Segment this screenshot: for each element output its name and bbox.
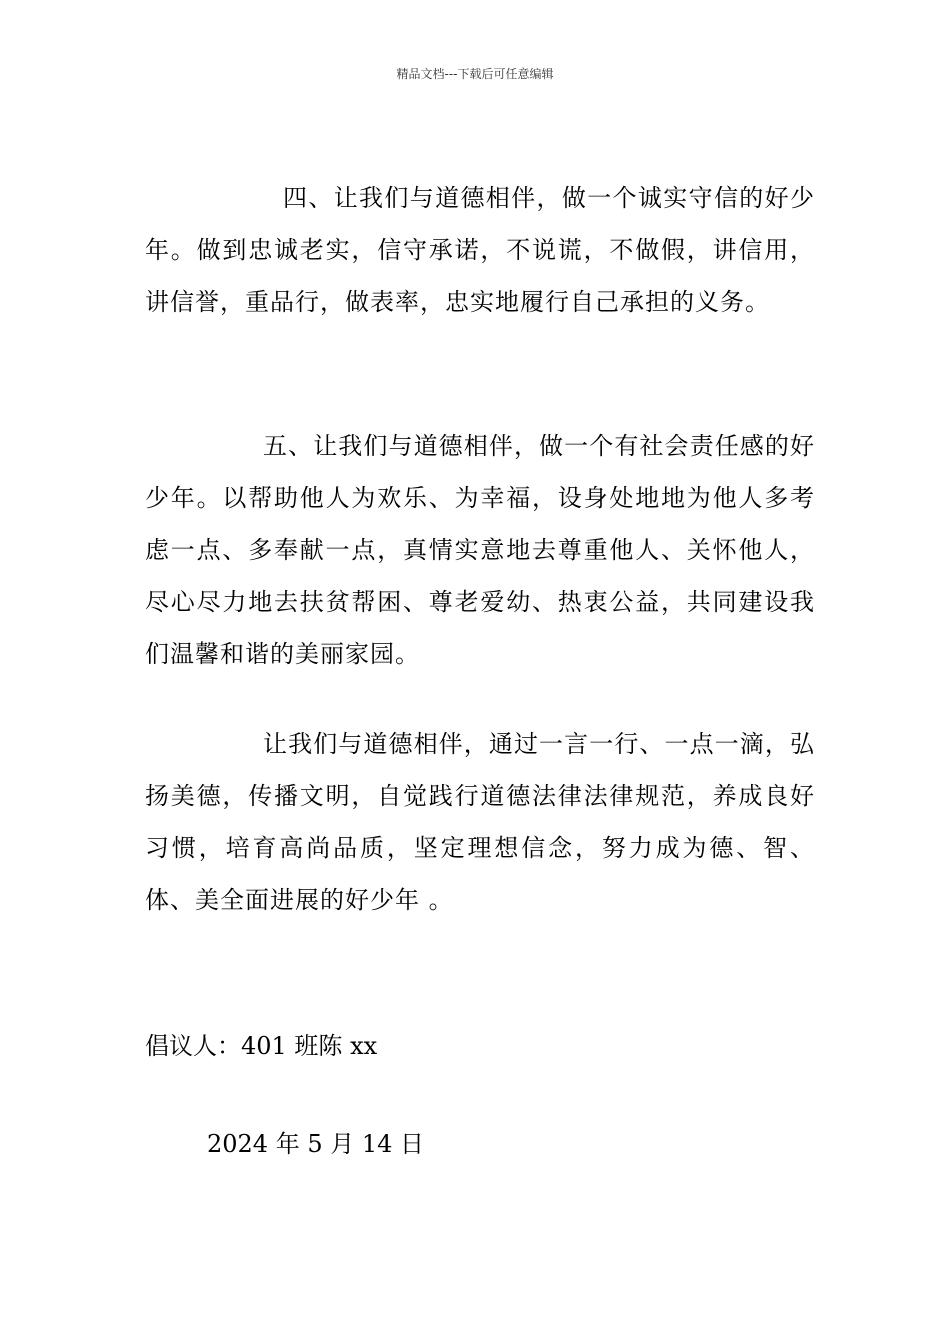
date-line: 2024 年 5 月 14 日 [207,1130,425,1158]
paragraph-social-responsibility [145,420,815,680]
paragraph-honesty [145,172,815,328]
page-header: 精品文档---下载后可任意编辑 [396,67,554,81]
paragraph-text: 四、让我们与道德相伴，做一个诚实守信的好少年。做到忠诚老实，信守承诺，不说谎，不做假，讲信用，讲信誉，重品行，做表率，忠实地履行自己承担的义务。 [145,184,815,316]
paragraph-text: 让我们与道德相伴，通过一言一行、一点一滴，弘扬美德，传播文明，自觉践行道德法律法律规范，养成良好习惯，培育高尚品质，坚定理想信念，努力成为德、智、体、美全面进展的好少年 。 [145,730,815,914]
paragraph-conclusion [145,718,815,926]
paragraph-text: 五、让我们与道德相伴，做一个有社会责任感的好少年。以帮助他人为欢乐、为幸福，设身处地地为他人多考虑一点、多奉献一点，真情实意地去尊重他人、关怀他人，尽心尽力地去扶贫帮困、尊老爱幼、热衷公益，共同建设我们温馨和谐的美丽家园。 [145,432,815,668]
signer-line: 倡议人：401 班陈 xx [145,1032,378,1060]
